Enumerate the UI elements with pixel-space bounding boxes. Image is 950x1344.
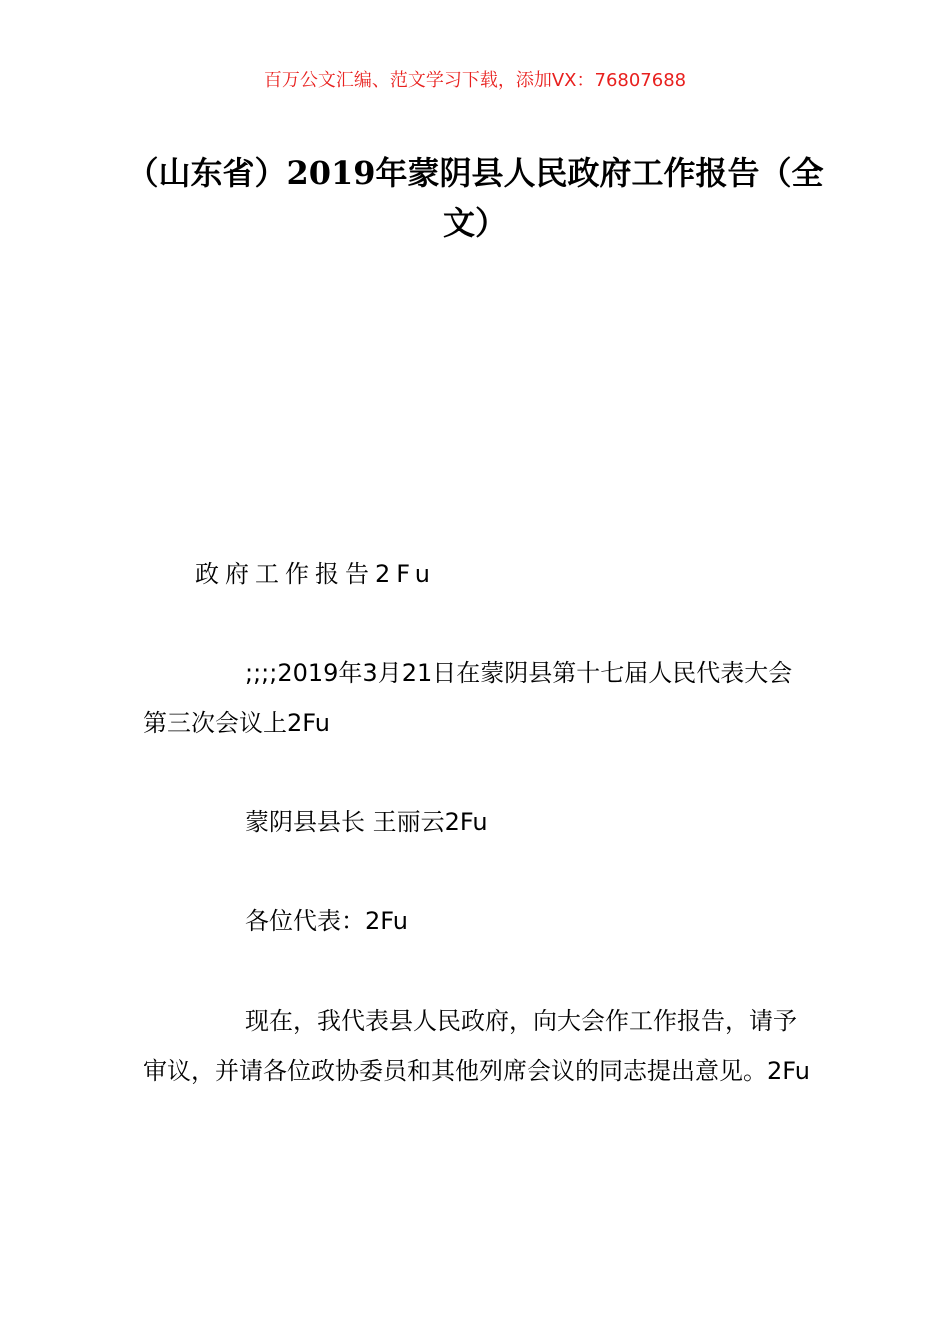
paragraph-salutation: 各位代表：2Fu	[245, 907, 408, 935]
paragraph-speaker: 蒙阴县县长 王丽云2Fu	[245, 808, 488, 836]
paragraph-opening: 现在，我代表县人民政府，向大会作工作报告，请予审议，并请各位政协委员和其他列席会议的同志提出意见。2Fu	[143, 1007, 810, 1085]
document-title: （山东省）2019年蒙阴县人民政府工作报告（全文）	[126, 154, 824, 242]
header-note: 百万公文汇编、范文学习下载，添加VX：76807688	[263, 70, 687, 91]
paragraph-date-venue: ;;;;2019年3月21日在蒙阴县第十七届人民代表大会第三次会议上2Fu	[143, 659, 793, 737]
paragraph-heading: 政府工作报告2Fu	[195, 560, 436, 588]
